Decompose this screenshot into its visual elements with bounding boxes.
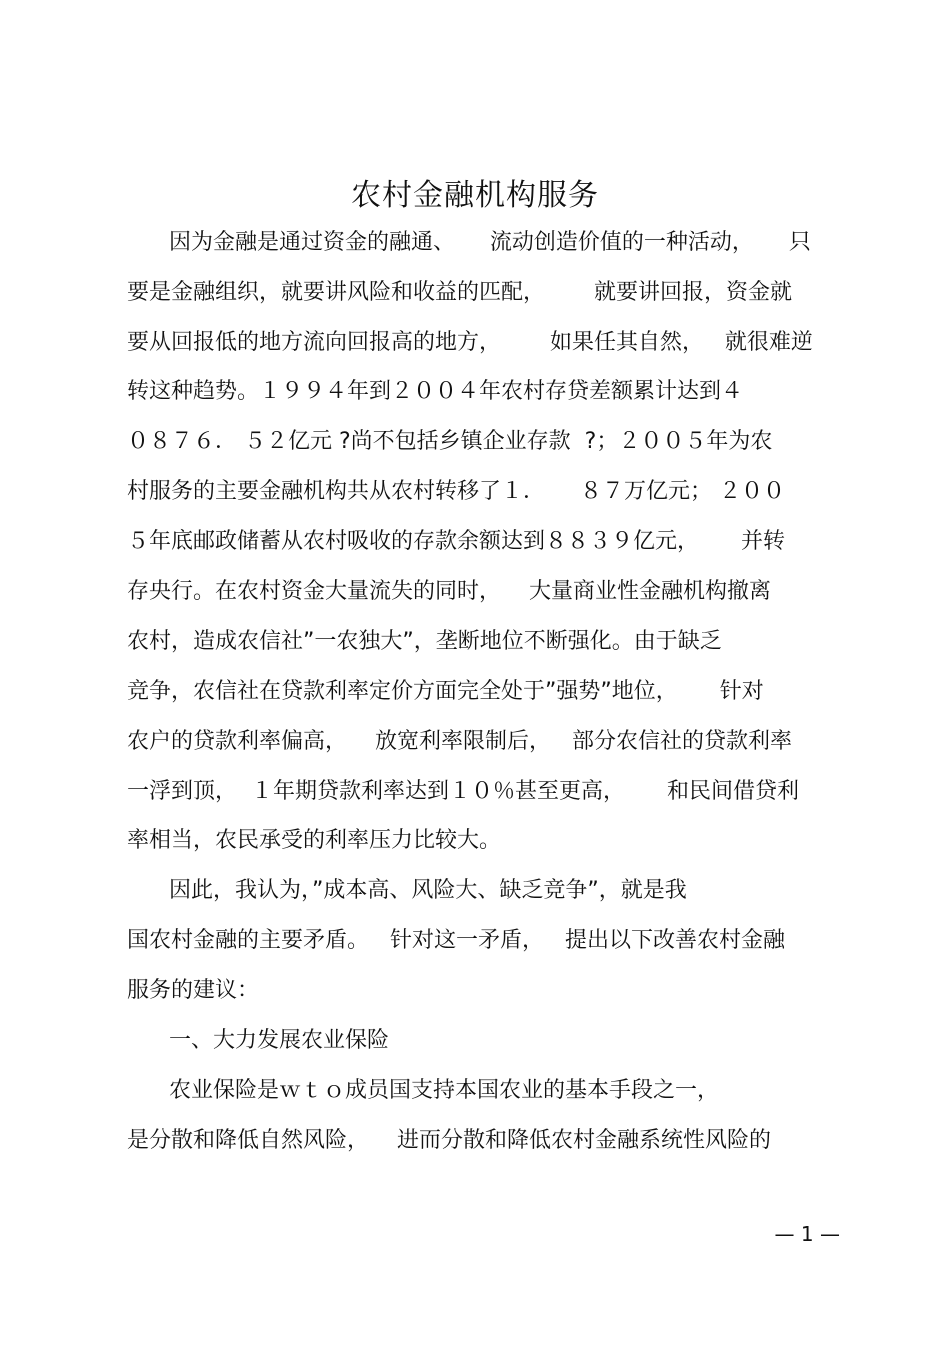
text-line: 存央行。在农村资金大量流失的同时， 大量商业性金融机构撤离 [127, 579, 771, 604]
page-title: 农村金融机构服务 [351, 178, 599, 213]
text-line: 农村，造成农信社”一农独大”，垄断地位不断强化。由于缺乏 [127, 629, 722, 654]
text-line: 竞争，农信社在贷款利率定价方面完全处于”强势”地位， 针对 [127, 679, 764, 704]
text-line: 服务的建议： [127, 978, 260, 1003]
text-line: 因此，我认为，”成本高、风险大、缺乏竞争”，就是我 [127, 878, 687, 903]
text-line: 转这种趋势。１９９４年到２００４年农村存贷差额累计达到４ [127, 379, 744, 404]
text-line: 村服务的主要金融机构共从农村转移了１． ８７万亿元； ２００ [127, 479, 785, 504]
text-line: 因为金融是通过资金的融通、 流动创造价值的一种活动， 只 [127, 230, 811, 255]
page-number: — 1 — [774, 1222, 840, 1246]
text-line: 要从回报低的地方流向回报高的地方， 如果任其自然， 就很难逆 [127, 330, 813, 355]
text-line: ０８７６． ５２亿元 ?尚不包括乡镇企业存款 ?；２００５年为农 [127, 429, 773, 454]
section-heading: 一、大力发展农业保险 [127, 1028, 389, 1053]
text-line: 一浮到顶， １年期贷款利率达到１０％甚至更高， 和民间借贷利 [127, 779, 799, 804]
text-line: 率相当，农民承受的利率压力比较大。 [127, 828, 502, 853]
text-line: 国农村金融的主要矛盾。 针对这一矛盾， 提出以下改善农村金融 [127, 928, 785, 953]
text-line: 是分散和降低自然风险， 进而分散和降低农村金融系统性风险的 [127, 1128, 771, 1153]
text-line: 农户的贷款利率偏高， 放宽利率限制后， 部分农信社的贷款利率 [127, 729, 792, 754]
text-line: 农业保险是ｗｔｏ成员国支持本国农业的基本手段之一， [127, 1078, 719, 1103]
text-line: 要是金融组织，就要讲风险和收益的匹配， 就要讲回报，资金就 [127, 280, 792, 305]
text-line: ５年底邮政储蓄从农村吸收的存款余额达到８８３９亿元， 并转 [127, 529, 785, 554]
